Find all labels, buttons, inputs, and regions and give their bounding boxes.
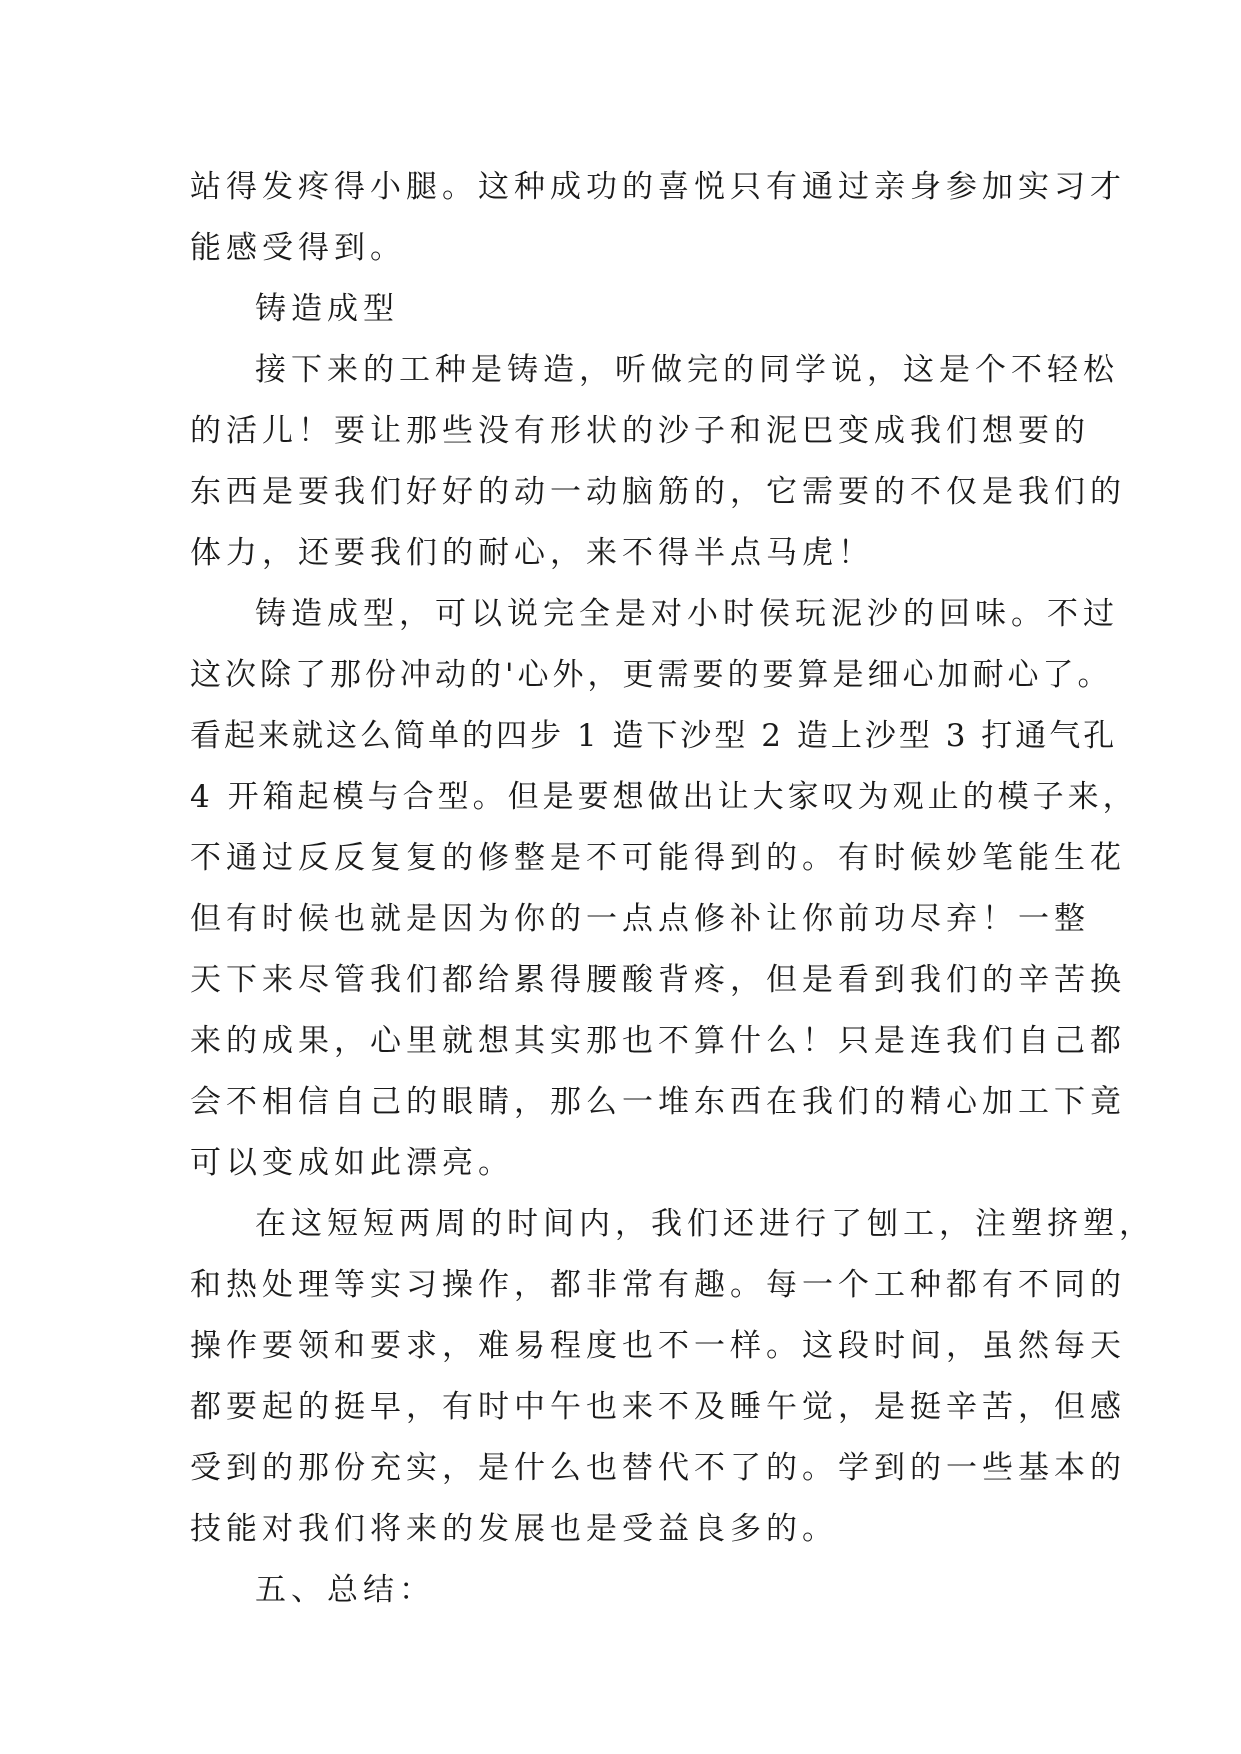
text-line: 都要起的挺早，有时中午也来不及睡午觉，是挺辛苦，但感 <box>190 1389 1126 1425</box>
text-line: 来的成果，心里就想其实那也不算什么！只是连我们自己都 <box>190 1023 1126 1059</box>
text-line: 可以变成如此漂亮。 <box>190 1145 514 1181</box>
text-line: 接下来的工种是铸造，听做完的同学说，这是个不轻松 <box>255 352 1119 388</box>
text-line: 会不相信自己的眼睛，那么一堆东西在我们的精心加工下竟 <box>190 1084 1126 1120</box>
text-line: 操作要领和要求，难易程度也不一样。这段时间，虽然每天 <box>190 1328 1126 1364</box>
text-line: 铸造成型，可以说完全是对小时侯玩泥沙的回味。不过 <box>255 596 1119 632</box>
text-line: 能感受得到。 <box>190 230 406 266</box>
text-line: 这次除了那份冲动的'心外，更需要的要算是细心加耐心了。 <box>190 657 1113 693</box>
text-line: 东西是要我们好好的动一动脑筋的，它需要的不仅是我们的 <box>190 474 1126 510</box>
text-line: 站得发疼得小腿。这种成功的喜悦只有通过亲身参加实习才 <box>190 169 1126 205</box>
section-heading-summary: 五、总结： <box>255 1572 435 1608</box>
text-line: 但有时候也就是因为你的一点点修补让你前功尽弃！一整 <box>190 901 1090 937</box>
text-line: 天下来尽管我们都给累得腰酸背疼，但是看到我们的辛苦换 <box>190 962 1126 998</box>
section-heading-casting: 铸造成型 <box>255 291 399 327</box>
text-line: 技能对我们将来的发展也是受益良多的。 <box>190 1511 838 1547</box>
text-line: 受到的那份充实，是什么也替代不了的。学到的一些基本的 <box>190 1450 1126 1486</box>
text-line: 和热处理等实习操作，都非常有趣。每一个工种都有不同的 <box>190 1267 1126 1303</box>
text-line: 看起来就这么简单的四步 1 造下沙型 2 造上沙型 3 打通气孔 <box>190 718 1118 754</box>
text-line: 不通过反反复复的修整是不可能得到的。有时候妙笔能生花 <box>190 840 1126 876</box>
text-line: 的活儿！要让那些没有形状的沙子和泥巴变成我们想要的 <box>190 413 1090 449</box>
text-line: 体力，还要我们的耐心，来不得半点马虎！ <box>190 535 874 571</box>
text-line: 在这短短两周的时间内，我们还进行了刨工，注塑挤塑， <box>255 1206 1155 1242</box>
text-line: 4 开箱起模与合型。但是要想做出让大家叹为观止的模子来， <box>190 779 1138 815</box>
